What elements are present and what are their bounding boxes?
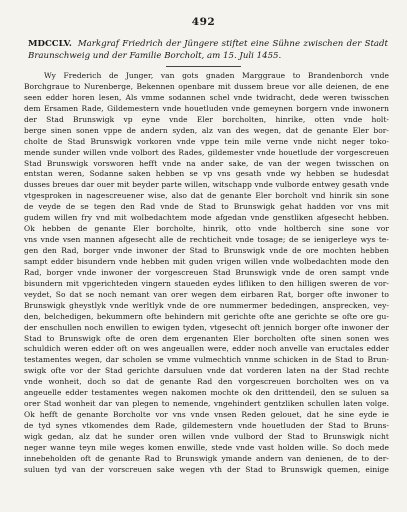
- body-line: Ok hefft de genante Borcholte vor vns vnde vnsen Reden gelouet, dat he sine eyde ie: [24, 410, 389, 420]
- body-line: orer Stad wonheit dar van plegen to nemende, vngehindert gentzliken schullen laten volge.: [24, 399, 389, 409]
- body-line: de veyde de se tegen den Rad vnde de Stad to Brunswigk gehat hadden vor vns mit: [24, 202, 389, 212]
- body-line: gen den Rad, borger vnde inwoner der Stad to Brunswigk vnde de ore mochten hebben: [24, 246, 389, 255]
- body-line: berge sinen sonen vppe de andern syden, alz van des wegen, dat de genante Eler bor-: [24, 125, 389, 135]
- body-line: testamentes wegen, dar scholen se vmme vulmechtich vnnme schicken in de Stad to Brun-: [24, 355, 389, 365]
- body-line: Rad, borger vnde inwoner der vorgescreuen Stad Brunswigk vnde de oren sampt vnde: [24, 267, 389, 277]
- document-heading: [28, 38, 388, 62]
- page-number: 492: [191, 16, 216, 28]
- body-line: Stad Brunswigk vorsworen hefft vnde na ander sake, de van der wegen twisschen on: [24, 158, 389, 168]
- body-line: Borchgraue to Nurenberge, Bekennen openbare mit dussem breue vor alle deienen, de ene: [24, 81, 389, 91]
- body-line: sampt edder bisundern vnde hebben mit guden vrigen willen vnde wolbedachten mode den: [24, 256, 389, 266]
- body-line: Wy Frederich de Junger, van gots gnaden Marggraue to Brandenborch vnde: [44, 71, 389, 80]
- body-line: swigk ofte vor der Stad gerichte darsuluen vnde dat vorderen laten na der Stad rechte: [24, 366, 389, 376]
- body-line: angeuelle edder testamentes wegen nakomen mochte ok den drittendeil, den se suluen sa: [24, 388, 389, 398]
- body-line: mende sunder willen vnde volbort des Rades, gildemester vnde houetlude der vorgescreuen: [24, 147, 389, 157]
- body-line: gudem willen fry vnd mit wolbedachtem mode afgedan vnde genstliken afgesecht hebben.: [24, 213, 389, 223]
- body-line: dusses breues dar ouer mit beyder parte willen, witschapp vnde vulborde entwey gesath vnde: [24, 180, 389, 190]
- body-line: cholte de Stad Brunswigk vorkoren vnde vppe tein mile verne vnde nicht neger toko-: [24, 136, 389, 146]
- body-line: veydet, So dat se noch nemant van orer wegen dem eirbaren Rat, borger ofte inwoner to: [24, 289, 389, 299]
- body-line: Ok hebben de genante Eler borcholte, hinrik, otto vnde holtberch sine sone vor: [24, 224, 389, 234]
- body-line: Stad to Brunswigk ofte de oren dem ergenanten Eler borcholten ofte sinen sonen wes: [24, 333, 389, 343]
- body-line: der Stad Brunswigk vp eyne vnde Eler borcholten, hinrike, otten vnde holt-: [24, 114, 389, 124]
- document-numeral: MDCCLV.: [28, 39, 72, 49]
- body-line: den, belchedigen, bekummern ofte behindern mit gerichte ofte ane gerichte se ofte ore gu-: [24, 311, 389, 321]
- body-line: vns vnde vsen mannen afgesecht alle de rechticheit vnde tosage; de se ienigerleye wys te-: [24, 235, 389, 245]
- body-line: neger wanne teyn mile weges komen enwille, stede vnde vast holden wille. So doch mede: [24, 442, 389, 452]
- body-line: innebeholden oft de genante Rad to Brunswigk ymande andern van denienen, de to der-: [24, 453, 389, 463]
- document-body: [24, 71, 389, 503]
- heading-divider: [166, 66, 241, 67]
- body-line: seen edder horen lesen, Als vmme sodannen schel vnde twidracht, dede weren twisschen: [24, 92, 389, 102]
- body-line: vnde wonheit, doch so dat de genante Rad den vorgescreuen borcholten wes on va: [24, 377, 389, 387]
- body-line: wigk gedan, alz dat he sunder oren willen vnde vulbord der Stad to Brunswigk nicht: [24, 431, 389, 441]
- body-line: entstan weren, Sodanne saken hebben se vp vns gesath vnde wy hebben se hudesdat: [24, 169, 389, 179]
- body-line: der enschullen noch enwillen to ewigen tyden, vtgesecht oft jennich borger ofte inwoner der: [24, 322, 389, 332]
- document-title: Markgraf Friedrich der Jüngere stiftet eine Sühne zwischen der Stadt Braunschweig und der Familie Borcholt, am 15. Juli 1455.: [28, 39, 388, 61]
- body-line: suluen tyd van der vorscreuen sake wegen vth der Stad to Brunswigk quemen, einige: [24, 464, 389, 474]
- body-line: bisundern mit vpgerichteden vingern staueden eydes lifliken to den hilligen sweren de vor-: [24, 278, 389, 288]
- body-line: vtgesproken in nagescreuener wise, also dat de genante Eler borcholt vnd hinrik sin sone: [24, 191, 389, 201]
- body-line: Brunswigk gheystlyk vnde werltlyk vnde de ore nummermer bededingen, ansprecken, vey-: [24, 300, 389, 310]
- body-line: de tyd synes vtkomendes dem Rade, gildemestern vnde houetluden der Stad to Bruns-: [24, 421, 389, 430]
- body-line: schuldich weren edder oft on wes angeuallen were, edder noch anvelle van eructales edder: [24, 344, 389, 354]
- body-line: dem Ersamen Rade, Gildemestern vnde houetluden vnde gemeynen borgern vnde inwonern: [24, 103, 389, 113]
